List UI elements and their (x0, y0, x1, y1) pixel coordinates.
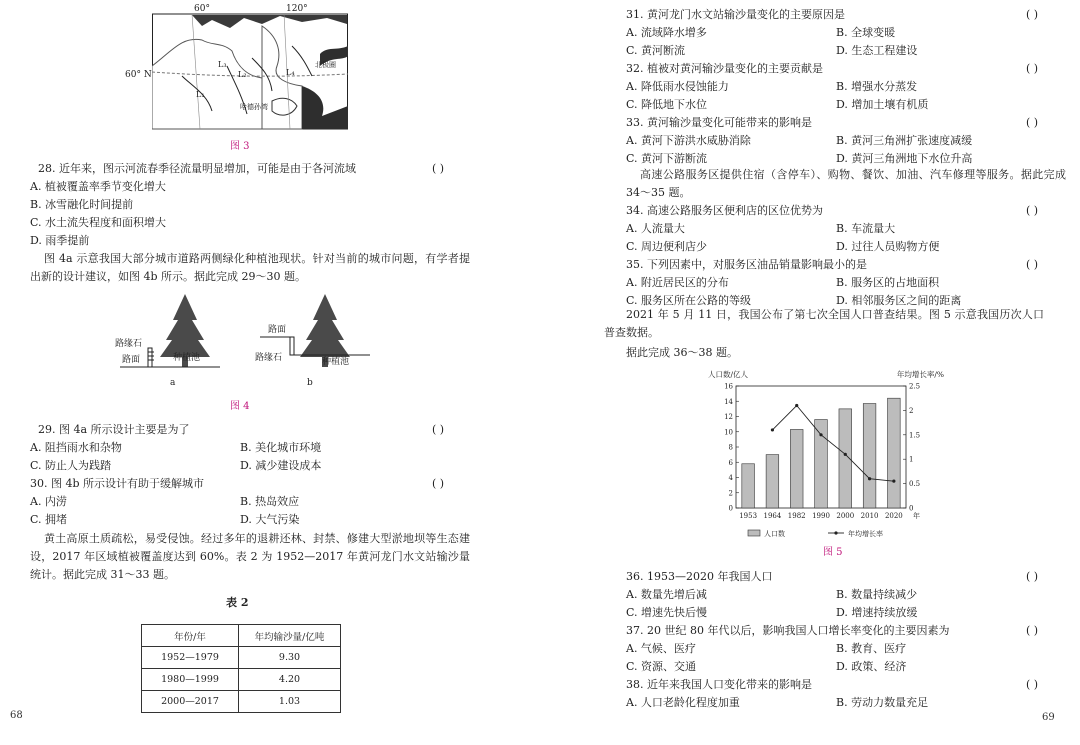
question-28-option-a: A. 植被覆盖率季节变化增大 (30, 180, 166, 193)
y2-tick-label: 2 (909, 406, 914, 415)
passage-fig4: 图 4a 示意我国大部分城市道路两侧绿化种植池现状。针对当前的城市问题，有学者提出新的设计建议，如图 4b 所示。据此完成 29～30 题。 (30, 252, 470, 283)
question-37-option-c: C. 资源、交通 (626, 660, 697, 673)
passage-census: 2021 年 5 月 11 日，我国公布了第七次全国人口普查结果。图 5 示意我国历次人口普查数据。 (604, 308, 1044, 339)
x-tick-label: 1953 (739, 512, 758, 520)
question-34-option-d: D. 过往人员购物方便 (836, 240, 940, 253)
question-29-option-b: B. 美化城市环境 (240, 441, 322, 454)
point-growth-rate (892, 480, 895, 483)
question-37-option-b: B. 教育、医疗 (836, 642, 907, 655)
question-29-option-d: D. 减少建设成本 (240, 459, 322, 472)
bar-population (790, 429, 803, 508)
map-lon-label-120: 120° (286, 4, 308, 14)
question-36-option-c: C. 增速先快后慢 (626, 606, 708, 619)
y-axis-title: 人口数/亿人 (708, 370, 749, 379)
fig4a-label-curb: 路缘石 (115, 339, 143, 349)
question-31-option-a: A. 流域降水增多 (626, 26, 707, 39)
question-28-option-d: D. 雨季提前 (30, 234, 90, 247)
question-33-option-d: D. 黄河三角洲地下水位升高 (836, 152, 973, 165)
bar-population (766, 455, 779, 508)
map-label-l2: L₂ (238, 70, 247, 79)
question-31-option-d: D. 生态工程建设 (836, 44, 918, 57)
question-32-option-a: A. 降低雨水侵蚀能力 (626, 80, 729, 93)
figure-3-caption: 图 3 (230, 141, 250, 152)
question-36-answer-paren[interactable]: ( ) (1026, 570, 1039, 583)
question-35-option-d: D. 相邻服务区之间的距离 (836, 294, 962, 307)
bar-population (742, 464, 755, 508)
question-33-option-c: C. 黄河下游断流 (626, 152, 708, 165)
question-34-option-b: B. 车流量大 (836, 222, 896, 235)
table-cell: 1980—1999 (142, 669, 239, 691)
question-34-option-c: C. 周边便利店少 (626, 240, 708, 253)
page-number-left: 68 (10, 710, 23, 721)
question-36-option-d: D. 增速持续放缓 (836, 606, 918, 619)
table-cell: 1.03 (239, 691, 341, 713)
fig4b-label-curb: 路缘石 (255, 353, 283, 363)
table-cell: 2000—2017 (142, 691, 239, 713)
question-37-stem: 37. 20 世纪 80 年代以后，影响我国人口增长率变化的主要因素为 (626, 624, 950, 637)
question-28-answer-paren[interactable]: ( ) (432, 162, 445, 175)
question-33-stem: 33. 黄河输沙量变化可能带来的影响是 (626, 116, 812, 129)
table-2 (141, 624, 341, 713)
question-31-stem: 31. 黄河龙门水文站输沙量变化的主要原因是 (626, 8, 845, 21)
figure-4-caption: 图 4 (230, 401, 250, 412)
question-35-option-c: C. 服务区所在公路的等级 (626, 294, 752, 307)
question-30-option-b: B. 热岛效应 (240, 495, 300, 508)
figure-5-chart (706, 366, 946, 544)
table-header-row (142, 625, 341, 647)
question-38-stem: 38. 近年来我国人口变化带来的影响是 (626, 678, 812, 691)
map-label-hudson-bay: 哈德孙湾 (240, 103, 268, 111)
question-38-option-b: B. 劳动力数量充足 (836, 696, 929, 709)
question-36-stem: 36. 1953—2020 年我国人口 (626, 570, 773, 583)
question-32-option-d: D. 增加土壤有机质 (836, 98, 929, 111)
question-28-stem: 28. 近年来，图示河流春季径流量明显增加，可能是由于各河流域 (38, 162, 356, 175)
legend-label-population: 人口数 (764, 530, 785, 538)
question-33-option-b: B. 黄河三角洲扩张速度减缓 (836, 134, 973, 147)
right-page (540, 0, 1080, 745)
question-35-option-b: B. 服务区的占地面积 (836, 276, 940, 289)
map-lat-label: 60° N (125, 70, 152, 80)
map-label-l4: L₄ (286, 68, 295, 77)
question-36-option-a: A. 数量先增后减 (626, 588, 707, 601)
point-growth-rate (819, 433, 822, 436)
table-row (142, 669, 341, 691)
bar-population (863, 404, 876, 508)
passage-service-area: 高速公路服务区提供住宿（含停车）、购物、餐饮、加油、汽车修理等服务。据此完成 34～35 题。 (626, 168, 1066, 199)
point-growth-rate (868, 477, 871, 480)
point-growth-rate (771, 428, 774, 431)
legend-swatch-population (748, 530, 760, 536)
y-tick-label: 0 (728, 504, 733, 513)
y2-tick-label: 1 (909, 455, 914, 464)
question-30-answer-paren[interactable]: ( ) (432, 477, 445, 490)
fig4b-label-planter: 种植池 (322, 357, 350, 367)
fig4a-label-road: 路面 (122, 355, 141, 365)
y-tick-label: 10 (724, 428, 733, 437)
fig4b-label-road: 路面 (268, 325, 287, 335)
question-30-stem: 30. 图 4b 所示设计有助于缓解城市 (30, 477, 205, 490)
y-tick-label: 6 (728, 458, 733, 467)
fig4-sub-b: b (307, 378, 313, 388)
y-tick-label: 16 (724, 382, 733, 391)
map-label-l3: L₃ (218, 60, 227, 69)
question-37-option-a: A. 气候、医疗 (626, 642, 696, 655)
question-35-option-a: A. 附近居民区的分布 (626, 276, 729, 289)
map-lon-label-60: 60° (194, 4, 210, 14)
passage-loess: 黄土高原土质疏松，易受侵蚀。经过多年的退耕还林、封禁、修建大型淤地坝等生态建设，2017 年区域植被覆盖度达到 60%。表 2 为 1952—2017 年黄河龙门水文站输沙量统计。据此完成 31～33 题。 (30, 532, 470, 581)
bar-population (815, 420, 828, 508)
x-tick-label: 1964 (763, 512, 782, 520)
table-cell: 9.30 (239, 647, 341, 669)
table-row (142, 647, 341, 669)
question-32-answer-paren[interactable]: ( ) (1026, 62, 1039, 75)
x-tick-label: 1982 (787, 512, 806, 520)
question-38-option-a: A. 人口老龄化程度加重 (626, 696, 740, 709)
question-31-answer-paren[interactable]: ( ) (1026, 8, 1039, 21)
legend-swatch-growth-point (834, 531, 837, 534)
x-tick-label: 2020 (884, 512, 903, 520)
question-38-answer-paren[interactable]: ( ) (1026, 678, 1039, 691)
question-30-option-a: A. 内涝 (30, 495, 67, 508)
y-tick-label: 4 (728, 474, 733, 482)
table-cell: 1952—1979 (142, 647, 239, 669)
table-row (142, 691, 341, 713)
passage-census-instruction: 据此完成 36～38 题。 (626, 346, 738, 359)
fig4-sub-a: a (170, 378, 176, 388)
figure-4-diagram (110, 292, 380, 392)
table-header-year: 年份/年 (142, 625, 239, 647)
question-28-option-b: B. 冰雪融化时间提前 (30, 198, 134, 211)
x-axis-unit: 年 (913, 512, 920, 520)
bar-population (888, 398, 901, 508)
question-32-stem: 32. 植被对黄河输沙量变化的主要贡献是 (626, 62, 823, 75)
point-growth-rate (844, 453, 847, 456)
question-32-option-b: B. 增强水分蒸发 (836, 80, 918, 93)
y-tick-label: 2 (728, 489, 733, 498)
y2-tick-label: 0.5 (909, 480, 921, 489)
question-29-stem: 29. 图 4a 所示设计主要是为了 (38, 423, 190, 436)
y-tick-label: 12 (724, 413, 733, 421)
table-2-title: 表 2 (226, 596, 249, 609)
table-cell: 4.20 (239, 669, 341, 691)
question-30-option-c: C. 拥堵 (30, 513, 68, 526)
y2-axis-title: 年均增长率/% (896, 370, 944, 379)
map-label-arctic-circle: 北极圈 (315, 61, 336, 69)
y-tick-label: 8 (728, 443, 733, 452)
question-34-answer-paren[interactable]: ( ) (1026, 204, 1039, 217)
x-tick-label: 2000 (836, 512, 855, 520)
y2-tick-label: 1.5 (909, 431, 921, 440)
table-header-sediment: 年均输沙量/亿吨 (239, 625, 341, 647)
question-31-option-c: C. 黄河断流 (626, 44, 686, 57)
fig4a-label-planter: 种植池 (173, 353, 201, 363)
question-32-option-c: C. 降低地下水位 (626, 98, 708, 111)
y2-tick-label: 0 (909, 504, 914, 513)
question-29-option-c: C. 防止人为践踏 (30, 459, 112, 472)
question-31-option-b: B. 全球变暖 (836, 26, 896, 39)
question-37-option-d: D. 政策、经济 (836, 660, 907, 673)
question-35-answer-paren[interactable]: ( ) (1026, 258, 1039, 271)
question-34-option-a: A. 人流量大 (626, 222, 685, 235)
question-34-stem: 34. 高速公路服务区便利店的区位优势为 (626, 204, 823, 217)
question-33-option-a: A. 黄河下游洪水威胁消除 (626, 134, 751, 147)
figure-5-caption: 图 5 (823, 547, 843, 558)
question-35-stem: 35. 下列因素中，对服务区油品销量影响最小的是 (626, 258, 867, 271)
question-29-answer-paren[interactable]: ( ) (432, 423, 445, 436)
question-36-option-b: B. 数量持续减少 (836, 588, 918, 601)
map-label-l1: L₁ (196, 90, 205, 99)
x-tick-label: 2010 (860, 512, 879, 520)
question-37-answer-paren[interactable]: ( ) (1026, 624, 1039, 637)
legend-label-growth: 年均增长率 (848, 530, 883, 538)
question-30-option-d: D. 大气污染 (240, 513, 300, 526)
y2-tick-label: 2.5 (909, 382, 921, 391)
question-29-option-a: A. 阻挡雨水和杂物 (30, 441, 122, 454)
y-tick-label: 14 (724, 397, 733, 406)
x-tick-label: 1990 (812, 512, 830, 520)
page-number-right: 69 (1042, 712, 1055, 723)
question-28-option-c: C. 水土流失程度和面积增大 (30, 216, 167, 229)
question-33-answer-paren[interactable]: ( ) (1026, 116, 1039, 129)
point-growth-rate (795, 404, 798, 407)
